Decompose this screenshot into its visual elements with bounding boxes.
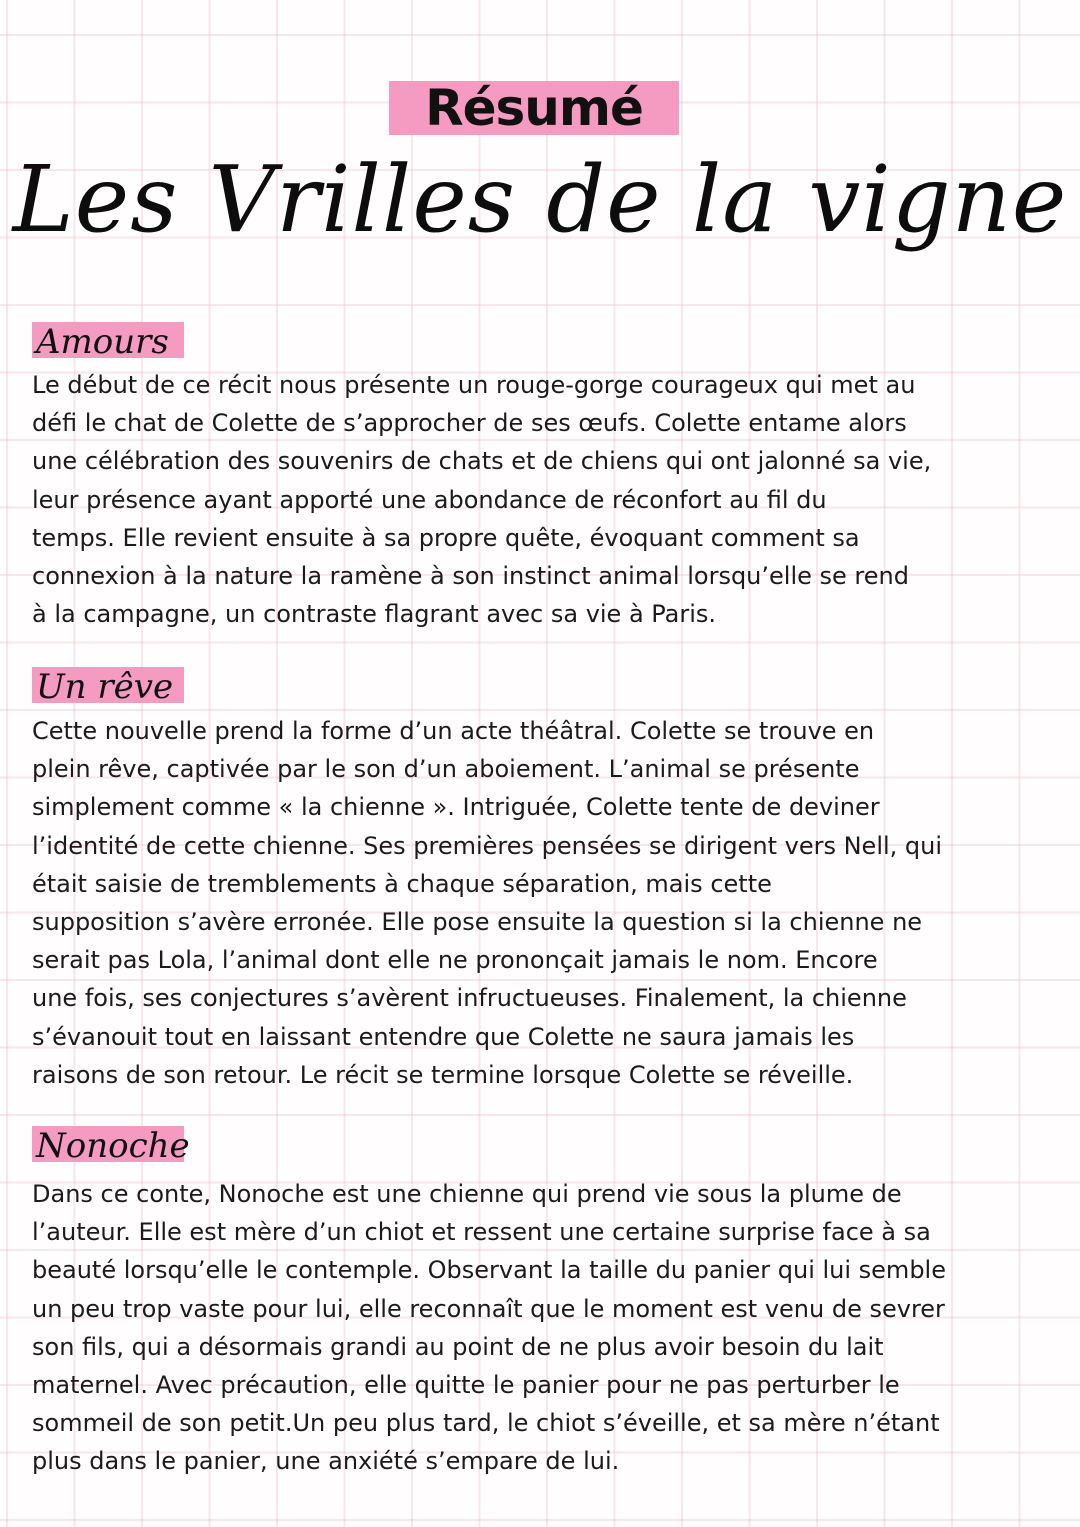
summary-label: Résumé [389,81,679,135]
text-line: plein rêve, captivée par le son d’un aboiement. L’animal se présente [32,755,860,784]
text-line: l’auteur. Elle est mère d’un chiot et ressent une certaine surprise face à sa [32,1218,931,1247]
text-line: Dans ce conte, Nonoche est une chienne qui prend vie sous la plume de [32,1180,902,1208]
text-line: leur présence ayant apporté une abondance de réconfort au fil du [32,485,827,514]
section-body-un-reve [32,712,1032,1094]
text-line: défi le chat de Colette de s’approcher de ses œufs. Colette entame alors [32,409,907,438]
section-heading-un-reve: Un rêve [32,667,184,703]
text-line: connexion à la nature la ramène à son instinct animal lorsqu’elle se rend [32,562,909,591]
text-line: temps. Elle revient ensuite à sa propre quête, évoquant comment sa [32,523,860,552]
text-line: une célébration des souvenirs de chats et de chiens qui ont jalonné sa vie, [32,447,932,476]
text-line: Le début de ce récit nous présente un rouge-gorge courageux qui met au [32,371,916,399]
text-line: un peu trop vaste pour lui, elle reconnaît que le moment est venu de sevrer [32,1294,945,1323]
text-line: plus dans le panier, une anxiété s’empare de lui. [32,1447,620,1476]
text-line: Cette nouvelle prend la forme d’un acte théâtral. Colette se trouve en [32,717,875,745]
section-body-amours [32,366,1032,633]
text-line: une fois, ses conjectures s’avèrent infructueuses. Finalement, la chienne [32,984,907,1013]
text-line: raisons de son retour. Le récit se termine lorsque Colette se réveille. [32,1060,854,1089]
text-line: maternel. Avec précaution, elle quitte le panier pour ne pas perturber le [32,1371,900,1400]
page-title: Les Vrilles de la vigne [12,146,1068,253]
text-line: était saisie de tremblements à chaque séparation, mais cette [32,869,772,898]
text-line: à la campagne, un contraste flagrant avec sa vie à Paris. [32,600,717,629]
section-heading-nonoche: Nonoche [32,1126,184,1162]
section-body-nonoche [32,1175,1032,1481]
text-line: s’évanouit tout en laissant entendre que Colette ne saura jamais les [32,1022,855,1051]
text-line: simplement comme « la chienne ». Intriguée, Colette tente de deviner [32,793,880,822]
text-line: son fils, qui a désormais grandi au point de ne plus avoir besoin du lait [32,1332,884,1361]
text-line: l’identité de cette chienne. Ses premières pensées se dirigent vers Nell, qui [32,831,943,860]
text-line: serait pas Lola, l’animal dont elle ne prononçait jamais le nom. Encore [32,946,878,975]
section-heading-amours: Amours [32,322,184,358]
text-line: supposition s’avère erronée. Elle pose ensuite la question si la chienne ne [32,908,923,937]
text-line: sommeil de son petit.Un peu plus tard, le chiot s’éveille, et sa mère n’étant [32,1409,940,1438]
text-line: beauté lorsqu’elle le contemple. Observant la taille du panier qui lui semble [32,1256,946,1285]
